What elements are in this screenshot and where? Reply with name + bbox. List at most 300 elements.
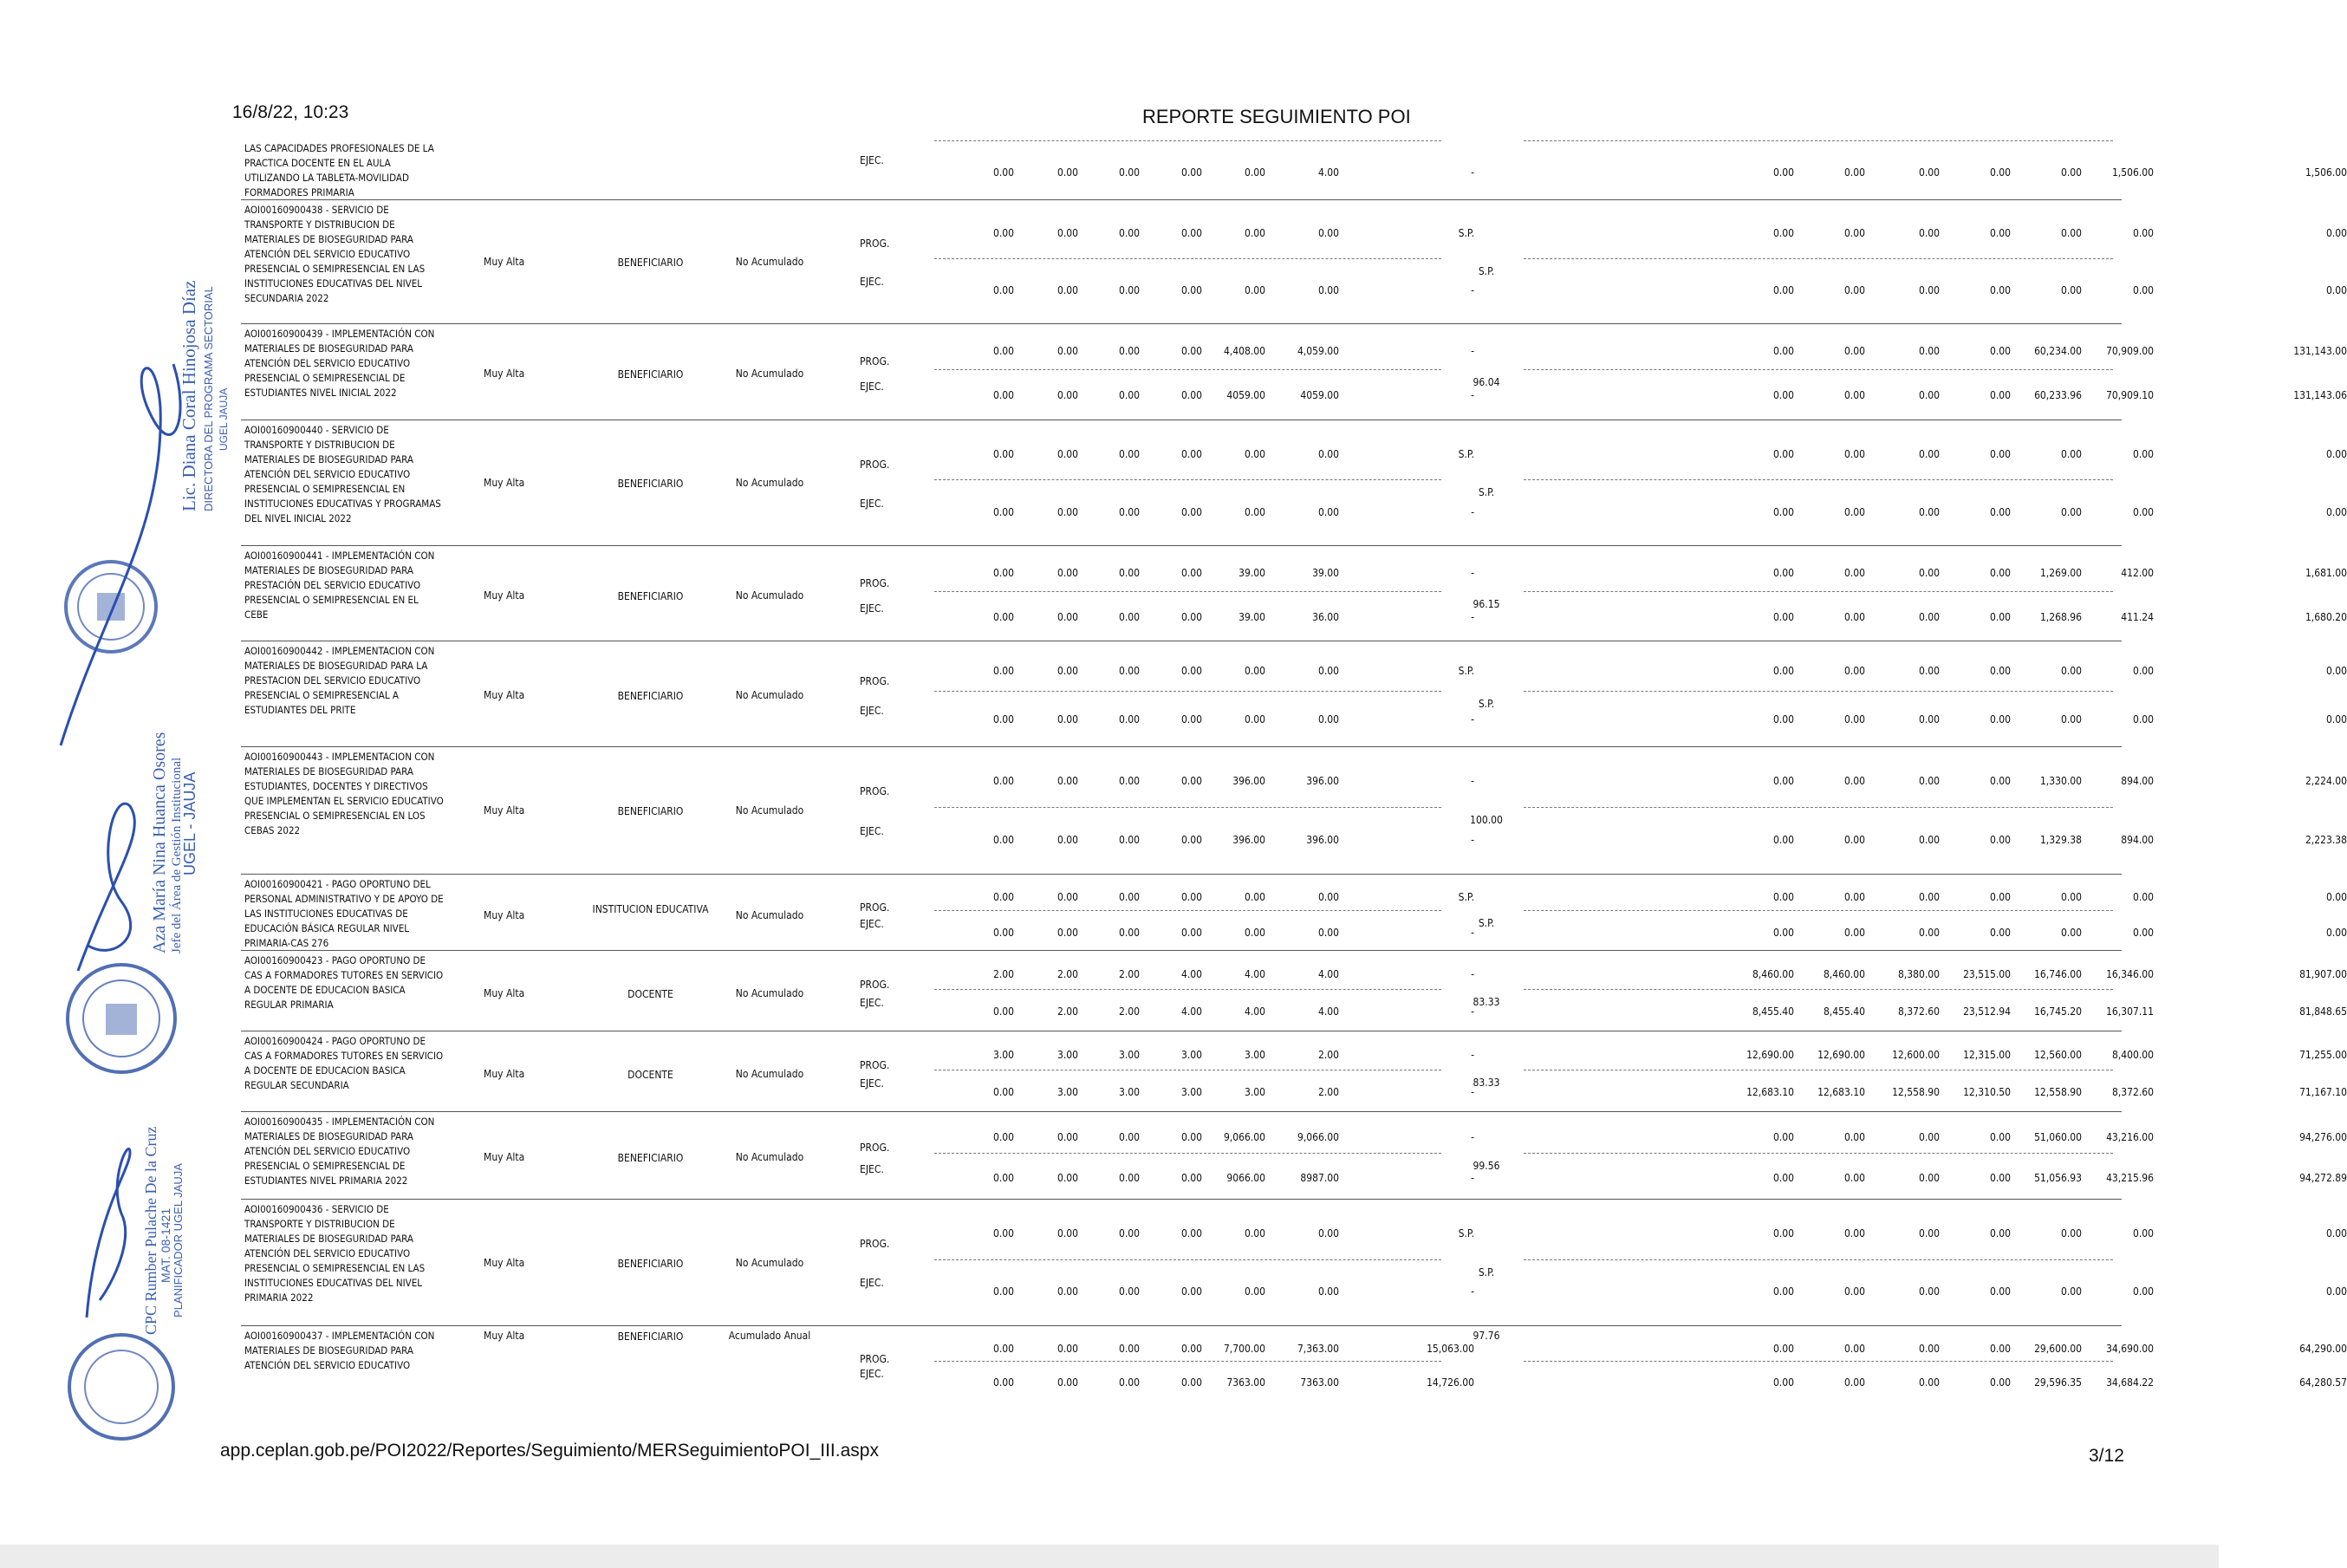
row-divider — [934, 369, 1441, 370]
ejec-total: - — [1471, 284, 1474, 296]
prog-value: 4.00 — [1180, 968, 1202, 980]
prog-financial-value: 0.00 — [1989, 1131, 2011, 1143]
ejec-label: EJEC. — [860, 705, 884, 717]
execution-percent: S.P. — [1478, 265, 1495, 277]
ejec-value: 4.00 — [1317, 166, 1339, 179]
prog-total: - — [1471, 968, 1474, 980]
ejec-value: 0.00 — [1118, 1376, 1140, 1389]
prog-value: 0.00 — [1056, 567, 1078, 579]
ejec-financial-value: 411.24 — [2121, 611, 2154, 623]
prog-value: 0.00 — [1056, 665, 1078, 677]
ejec-value: 0.00 — [1317, 713, 1339, 725]
ejec-financial-value: 0.00 — [1772, 611, 1794, 623]
ejec-label: EJEC. — [860, 1368, 884, 1380]
ejec-financial-value: 0.00 — [1989, 166, 2011, 179]
ejec-value: 0.00 — [992, 1376, 1014, 1389]
accumulation-type: No Acumulado — [735, 589, 804, 602]
execution-percent: 97.76 — [1473, 1330, 1500, 1342]
prog-financial-value: 0.00 — [1918, 891, 1940, 903]
ejec-financial-value: 0.00 — [1772, 166, 1794, 179]
ejec-financial-value: 0.00 — [1989, 927, 2011, 939]
ejec-value: 0.00 — [1056, 506, 1078, 518]
table-row — [241, 199, 2347, 324]
ejec-total: - — [1471, 1285, 1474, 1298]
prog-value: 0.00 — [1180, 448, 1202, 460]
prog-value: 0.00 — [1244, 891, 1265, 903]
ejec-financial-value: 16,307.11 — [2106, 1005, 2154, 1018]
row-divider — [934, 591, 1441, 592]
prog-value: 2.00 — [1118, 968, 1140, 980]
priority: Muy Alta — [484, 1151, 525, 1163]
ejec-financial-value: 0.00 — [1918, 927, 1940, 939]
ejec-value: 0.00 — [1180, 1172, 1202, 1184]
prog-label: PROG. — [860, 237, 890, 250]
ejec-value: 3.00 — [1244, 1086, 1265, 1098]
ejec-financial-total: 0.00 — [2325, 506, 2347, 518]
priority: Muy Alta — [484, 589, 525, 602]
ejec-financial-value: 0.00 — [1918, 834, 1940, 846]
activity-description: AOI00160900421 - PAGO OPORTUNO DEL PERSONAL ADMINISTRATIVO Y DE APOYO DE LAS INSTITUCIONES EDUCATIVAS DE EDUCACIÓN BÁSICA REGULAR NIVEL PRIMARIA-CAS 276 — [244, 878, 444, 949]
ejec-value: 0.00 — [1180, 1376, 1202, 1389]
prog-value: 0.00 — [1180, 665, 1202, 677]
print-datetime: 16/8/22, 10:23 — [232, 102, 349, 122]
execution-percent: S.P. — [1478, 698, 1495, 710]
ejec-financial-value: 0.00 — [1772, 284, 1794, 296]
activity-description: AOI00160900442 - IMPLEMENTACION CON MATERIALES DE BIOSEGURIDAD PARA LA PRESTACION DEL SERVICIO EDUCATIVO PRESENCIAL O SEMIPRESENCIAL A ESTUDIANTES DEL PRITE — [244, 645, 435, 716]
prog-value: 0.00 — [1118, 1131, 1140, 1143]
prog-value: 0.00 — [1180, 775, 1202, 787]
ejec-financial-total: 71,167.10 — [2299, 1086, 2347, 1098]
ejec-value: 0.00 — [992, 1285, 1014, 1298]
prog-value: 2.00 — [1056, 968, 1078, 980]
prog-value: 0.00 — [992, 1227, 1014, 1239]
prog-financial-value: 0.00 — [1918, 345, 1940, 357]
ejec-financial-value: 34,684.22 — [2106, 1376, 2154, 1389]
prog-financial-total: 0.00 — [2325, 227, 2347, 239]
ejec-financial-value: 0.00 — [1918, 713, 1940, 725]
table-row — [241, 420, 2347, 546]
ejec-financial-value: 0.00 — [1843, 1376, 1865, 1389]
activity-description: LAS CAPACIDADES PROFESIONALES DE LA PRACTICA DOCENTE EN EL AULA UTILIZANDO LA TABLETA-MOVILIDAD FORMADORES PRIMARIA — [244, 142, 434, 198]
prog-value: 7,700.00 — [1223, 1343, 1265, 1355]
ejec-value: 2.00 — [1056, 1005, 1078, 1018]
row-divider — [934, 140, 1441, 141]
ejec-financial-value: 0.00 — [1989, 611, 2011, 623]
accumulation-type: No Acumulado — [735, 987, 804, 999]
ejec-total: - — [1471, 166, 1474, 179]
ejec-financial-value: 12,683.10 — [1746, 1086, 1794, 1098]
prog-value: 0.00 — [1118, 665, 1140, 677]
ejec-financial-value: 0.00 — [2060, 713, 2082, 725]
prog-financial-value: 70,909.00 — [2106, 345, 2154, 357]
row-divider — [1524, 479, 2113, 480]
accumulation-type: No Acumulado — [735, 256, 804, 268]
unit-of-measure: DOCENTE — [627, 1069, 673, 1081]
ejec-financial-value: 16,745.20 — [2034, 1005, 2082, 1018]
ejec-financial-value: 0.00 — [1918, 1376, 1940, 1389]
ejec-label: EJEC. — [860, 602, 884, 615]
ejec-value: 0.00 — [1056, 834, 1078, 846]
ejec-financial-total: 64,280.57 — [2299, 1376, 2347, 1389]
prog-value: 0.00 — [992, 891, 1014, 903]
ejec-financial-total: 94,272.89 — [2299, 1172, 2347, 1184]
row-divider — [1524, 258, 2113, 259]
execution-percent: 99.56 — [1473, 1160, 1500, 1172]
ejec-value: 0.00 — [992, 1086, 1014, 1098]
prog-value: 0.00 — [1317, 448, 1339, 460]
ejec-value: 2.00 — [1118, 1005, 1140, 1018]
ejec-value: 396.00 — [1306, 834, 1339, 846]
prog-financial-value: 12,315.00 — [1963, 1049, 2011, 1061]
ejec-value: 0.00 — [1180, 834, 1202, 846]
ejec-value: 3.00 — [1118, 1086, 1140, 1098]
ejec-financial-total: 0.00 — [2325, 284, 2347, 296]
ejec-value: 8987.00 — [1300, 1172, 1339, 1184]
ejec-value: 9066.00 — [1226, 1172, 1265, 1184]
unit-of-measure: INSTITUCION EDUCATIVA — [592, 903, 709, 915]
ejec-value: 0.00 — [1244, 284, 1265, 296]
signature-2-name: Aza María Nina Huanca Osores — [150, 732, 169, 953]
prog-financial-value: 0.00 — [1989, 345, 2011, 357]
prog-value: 0.00 — [1244, 665, 1265, 677]
ejec-financial-value: 0.00 — [1918, 611, 1940, 623]
ejec-value: 36.00 — [1312, 611, 1339, 623]
prog-value: 3.00 — [1244, 1049, 1265, 1061]
unit-of-measure: BENEFICIARIO — [617, 590, 684, 602]
signature-2-unit: UGEL - JAUJA — [181, 771, 198, 875]
ejec-financial-value: 0.00 — [1989, 389, 2011, 401]
signature-3-role: PLANIFICADOR UGEL JAUJA — [172, 1163, 185, 1318]
accumulation-type: Acumulado Anual — [728, 1330, 811, 1342]
prog-value: 3.00 — [1056, 1049, 1078, 1061]
ejec-value: 0.00 — [992, 834, 1014, 846]
prog-financial-value: 0.00 — [1772, 1343, 1794, 1355]
prog-value: 0.00 — [1317, 227, 1339, 239]
ejec-financial-value: 0.00 — [1843, 834, 1865, 846]
ejec-financial-value: 0.00 — [1843, 506, 1865, 518]
prog-financial-value: 0.00 — [1843, 448, 1865, 460]
priority: Muy Alta — [484, 1330, 525, 1342]
ejec-financial-total: 1,506.00 — [2305, 166, 2347, 179]
row-divider — [1524, 140, 2113, 141]
prog-financial-value: 0.00 — [2060, 891, 2082, 903]
accumulation-type: No Acumulado — [735, 804, 804, 817]
ejec-financial-value: 12,558.90 — [2034, 1086, 2082, 1098]
ejec-value: 0.00 — [1180, 927, 1202, 939]
ejec-value: 0.00 — [1180, 166, 1202, 179]
ejec-financial-value: 0.00 — [1772, 1285, 1794, 1298]
row-divider — [934, 479, 1441, 480]
prog-value: 0.00 — [1118, 1227, 1140, 1239]
ejec-value: 0.00 — [1056, 389, 1078, 401]
prog-financial-value: 0.00 — [1989, 1227, 2011, 1239]
prog-value: 0.00 — [1118, 448, 1140, 460]
ejec-label: EJEC. — [860, 825, 884, 837]
seal-ugel-jauja — [69, 1335, 173, 1439]
activity-description: AOI00160900423 - PAGO OPORTUNO DE CAS A FORMADORES TUTORES EN SERVICIO A DOCENTE DE EDUCACION BASICA REGULAR PRIMARIA — [244, 954, 444, 1011]
prog-value: 0.00 — [992, 227, 1014, 239]
prog-value: 0.00 — [1244, 227, 1265, 239]
prog-financial-value: 34,690.00 — [2106, 1343, 2154, 1355]
ejec-financial-value: 60,233.96 — [2034, 389, 2082, 401]
ejec-value: 0.00 — [1118, 1172, 1140, 1184]
ejec-financial-value: 12,683.10 — [1817, 1086, 1865, 1098]
ejec-value: 0.00 — [1244, 1285, 1265, 1298]
prog-financial-value: 23,515.00 — [1963, 968, 2011, 980]
signature-1-unit: UGEL JAUJA — [218, 387, 230, 451]
ejec-total: - — [1471, 1086, 1474, 1098]
activity-description: AOI00160900436 - SERVICIO DE TRANSPORTE Y DISTRIBUCION DE MATERIALES DE BIOSEGURIDAD PARA ATENCIÓN DEL SERVICIO EDUCATIVO PRESENCIAL O SEMIPRESENCIAL EN LAS INSTITUCIONES EDUCATIVAS DEL NIVEL PRIMARIA 2022 — [244, 1203, 426, 1304]
prog-financial-value: 1,330.00 — [2039, 775, 2082, 787]
ejec-value: 0.00 — [1317, 506, 1339, 518]
prog-financial-value: 0.00 — [1772, 448, 1794, 460]
ejec-value: 0.00 — [1118, 834, 1140, 846]
prog-value: 9,066.00 — [1297, 1131, 1339, 1143]
prog-value: 4.00 — [1317, 968, 1339, 980]
prog-label: PROG. — [860, 1142, 890, 1154]
ejec-financial-value: 0.00 — [1989, 1172, 2011, 1184]
prog-financial-total: 71,255.00 — [2299, 1049, 2347, 1061]
prog-financial-total: 131,143.00 — [2293, 345, 2347, 357]
activity-description: AOI00160900439 - IMPLEMENTACIÓN CON MATERIALES DE BIOSEGURIDAD PARA ATENCIÓN DEL SERVICIO EDUCATIVO PRESENCIAL O SEMIPRESENCIAL DE ESTUDIANTES NIVEL INICIAL 2022 — [244, 328, 435, 399]
ejec-value: 0.00 — [1056, 284, 1078, 296]
priority: Muy Alta — [484, 368, 525, 380]
ejec-financial-value: 0.00 — [1989, 834, 2011, 846]
ejec-financial-value: 0.00 — [1843, 166, 1865, 179]
prog-value: 3.00 — [1118, 1049, 1140, 1061]
priority: Muy Alta — [484, 987, 525, 999]
ejec-financial-value: 0.00 — [2060, 166, 2082, 179]
prog-financial-total: 0.00 — [2325, 891, 2347, 903]
prog-financial-total: 0.00 — [2325, 448, 2347, 460]
prog-label: PROG. — [860, 785, 890, 797]
prog-value: 0.00 — [1180, 1343, 1202, 1355]
prog-financial-value: 0.00 — [1989, 227, 2011, 239]
priority: Muy Alta — [484, 1068, 525, 1080]
ejec-financial-value: 51,056.93 — [2034, 1172, 2082, 1184]
ejec-value: 0.00 — [992, 284, 1014, 296]
prog-financial-total: 1,681.00 — [2305, 567, 2347, 579]
seal-ministerio-2 — [68, 965, 175, 1072]
ejec-financial-value: 0.00 — [1843, 611, 1865, 623]
prog-value: 0.00 — [1118, 775, 1140, 787]
accumulation-type: No Acumulado — [735, 1151, 804, 1163]
prog-label: PROG. — [860, 979, 890, 991]
ejec-value: 7363.00 — [1300, 1376, 1339, 1389]
prog-value: 0.00 — [1317, 665, 1339, 677]
table-row — [241, 1031, 2347, 1112]
execution-percent: S.P. — [1478, 1266, 1495, 1278]
priority: Muy Alta — [484, 256, 525, 268]
row-divider — [1524, 1153, 2113, 1154]
prog-financial-value: 51,060.00 — [2034, 1131, 2082, 1143]
prog-financial-value: 43,216.00 — [2106, 1131, 2154, 1143]
ejec-value: 0.00 — [992, 166, 1014, 179]
ejec-financial-value: 29,596.35 — [2034, 1376, 2082, 1389]
prog-value: 0.00 — [1056, 1343, 1078, 1355]
ejec-value: 0.00 — [1118, 713, 1140, 725]
prog-total: - — [1471, 567, 1474, 579]
ejec-value: 0.00 — [1118, 927, 1140, 939]
ejec-financial-value: 43,215.96 — [2106, 1172, 2154, 1184]
ejec-value: 0.00 — [992, 506, 1014, 518]
prog-label: PROG. — [860, 459, 890, 471]
prog-value: 0.00 — [1056, 1227, 1078, 1239]
ejec-value: 0.00 — [1180, 506, 1202, 518]
ejec-value: 0.00 — [1180, 611, 1202, 623]
ejec-value: 0.00 — [992, 1172, 1014, 1184]
ejec-financial-value: 1,268.96 — [2039, 611, 2082, 623]
ejec-financial-value: 0.00 — [1843, 1285, 1865, 1298]
prog-value: 0.00 — [1317, 891, 1339, 903]
prog-financial-value: 0.00 — [1772, 1227, 1794, 1239]
ejec-financial-value: 1,506.00 — [2111, 166, 2154, 179]
execution-percent: S.P. — [1478, 486, 1495, 498]
ejec-value: 2.00 — [1317, 1086, 1339, 1098]
prog-label: PROG. — [860, 675, 890, 687]
prog-value: 396.00 — [1232, 775, 1265, 787]
ejec-financial-value: 0.00 — [2132, 284, 2154, 296]
stamps-and-signatures — [0, 0, 234, 1474]
prog-value: 0.00 — [1056, 448, 1078, 460]
row-divider — [1524, 1361, 2113, 1362]
prog-value: 2.00 — [992, 968, 1014, 980]
prog-total: S.P. — [1458, 1227, 1474, 1239]
signature-1-role: DIRECTORA DEL PROGRAMA SECTORIAL — [202, 286, 215, 511]
ejec-value: 4.00 — [1317, 1005, 1339, 1018]
prog-financial-value: 0.00 — [2132, 665, 2154, 677]
ejec-financial-value: 8,455.40 — [1823, 1005, 1865, 1018]
ejec-financial-value: 0.00 — [1918, 1285, 1940, 1298]
prog-financial-value: 0.00 — [2132, 227, 2154, 239]
prog-value: 0.00 — [1180, 1131, 1202, 1143]
unit-of-measure: BENEFICIARIO — [617, 690, 684, 702]
ejec-financial-value: 0.00 — [2132, 1285, 2154, 1298]
ejec-financial-value: 0.00 — [2060, 1285, 2082, 1298]
ejec-value: 0.00 — [1244, 713, 1265, 725]
ejec-total: - — [1471, 611, 1474, 623]
signature-1 — [61, 364, 180, 745]
prog-value: 0.00 — [992, 775, 1014, 787]
prog-label: PROG. — [860, 1353, 890, 1365]
prog-total: S.P. — [1458, 891, 1474, 903]
row-divider — [1524, 369, 2113, 370]
ejec-financial-value: 0.00 — [2132, 506, 2154, 518]
prog-financial-value: 29,600.00 — [2034, 1343, 2082, 1355]
ejec-financial-value: 0.00 — [1989, 1285, 2011, 1298]
prog-financial-value: 0.00 — [2060, 227, 2082, 239]
ejec-value: 0.00 — [1118, 611, 1140, 623]
prog-total: - — [1471, 775, 1474, 787]
prog-value: 0.00 — [992, 1131, 1014, 1143]
seal-ministerio-1 — [66, 562, 156, 652]
prog-financial-total: 0.00 — [2325, 665, 2347, 677]
priority: Muy Alta — [484, 1257, 525, 1269]
scan-bottom-band — [0, 1545, 2219, 1568]
row-divider — [1524, 591, 2113, 592]
table-row — [241, 874, 2347, 951]
table-row — [241, 641, 2347, 747]
prog-financial-value: 0.00 — [1772, 891, 1794, 903]
prog-financial-value: 8,400.00 — [2111, 1049, 2154, 1061]
table-row — [241, 1111, 2347, 1200]
ejec-value: 0.00 — [1244, 927, 1265, 939]
ejec-value: 4059.00 — [1226, 389, 1265, 401]
prog-total: - — [1471, 1131, 1474, 1143]
unit-of-measure: BENEFICIARIO — [617, 1152, 684, 1164]
table-row — [241, 1325, 2347, 1400]
ejec-value: 0.00 — [1056, 1285, 1078, 1298]
prog-financial-value: 894.00 — [2121, 775, 2154, 787]
prog-value: 0.00 — [1056, 345, 1078, 357]
ejec-financial-value: 23,512.94 — [1963, 1005, 2011, 1018]
execution-percent: 100.00 — [1470, 814, 1503, 826]
table-row — [241, 1199, 2347, 1326]
prog-value: 4,059.00 — [1297, 345, 1339, 357]
prog-total: 15,063.00 — [1427, 1343, 1474, 1355]
prog-financial-value: 0.00 — [1989, 665, 2011, 677]
execution-percent: 83.33 — [1473, 1077, 1500, 1089]
prog-label: PROG. — [860, 1059, 890, 1071]
row-divider — [1524, 807, 2113, 808]
row-divider — [934, 1259, 1441, 1260]
prog-value: 7,363.00 — [1297, 1343, 1339, 1355]
unit-of-measure: BENEFICIARIO — [617, 1331, 684, 1343]
ejec-total: - — [1471, 506, 1474, 518]
row-divider — [934, 989, 1441, 990]
prog-value: 0.00 — [1118, 345, 1140, 357]
prog-value: 4.00 — [1244, 968, 1265, 980]
accumulation-type: No Acumulado — [735, 689, 804, 701]
ejec-financial-total: 131,143.06 — [2293, 389, 2347, 401]
execution-percent: 96.04 — [1473, 376, 1500, 388]
ejec-value: 0.00 — [1244, 166, 1265, 179]
prog-financial-value: 0.00 — [1918, 1343, 1940, 1355]
ejec-value: 7363.00 — [1226, 1376, 1265, 1389]
prog-financial-value: 0.00 — [1772, 775, 1794, 787]
ejec-value: 396.00 — [1232, 834, 1265, 846]
ejec-financial-value: 8,455.40 — [1752, 1005, 1794, 1018]
accumulation-type: No Acumulado — [735, 1068, 804, 1080]
ejec-value: 3.00 — [1056, 1086, 1078, 1098]
prog-financial-value: 60,234.00 — [2034, 345, 2082, 357]
ejec-financial-value: 0.00 — [1918, 284, 1940, 296]
ejec-financial-value: 0.00 — [2060, 284, 2082, 296]
prog-value: 39.00 — [1239, 567, 1265, 579]
row-divider — [934, 258, 1441, 259]
prog-value: 0.00 — [992, 345, 1014, 357]
prog-financial-value: 0.00 — [1772, 1131, 1794, 1143]
ejec-total: - — [1471, 927, 1474, 939]
ejec-financial-value: 0.00 — [1772, 1376, 1794, 1389]
ejec-label: EJEC. — [860, 154, 884, 166]
prog-financial-value: 412.00 — [2121, 567, 2154, 579]
prog-financial-value: 0.00 — [1918, 665, 1940, 677]
ejec-financial-value: 0.00 — [1843, 927, 1865, 939]
unit-of-measure: DOCENTE — [627, 988, 673, 1000]
priority: Muy Alta — [484, 477, 525, 489]
ejec-total: - — [1471, 389, 1474, 401]
prog-value: 0.00 — [992, 665, 1014, 677]
prog-value: 39.00 — [1312, 567, 1339, 579]
row-divider — [934, 807, 1441, 808]
prog-financial-value: 0.00 — [1989, 891, 2011, 903]
ejec-label: EJEC. — [860, 276, 884, 288]
ejec-value: 0.00 — [1180, 389, 1202, 401]
ejec-financial-value: 0.00 — [1918, 506, 1940, 518]
prog-value: 0.00 — [1056, 227, 1078, 239]
prog-financial-value: 0.00 — [1772, 345, 1794, 357]
